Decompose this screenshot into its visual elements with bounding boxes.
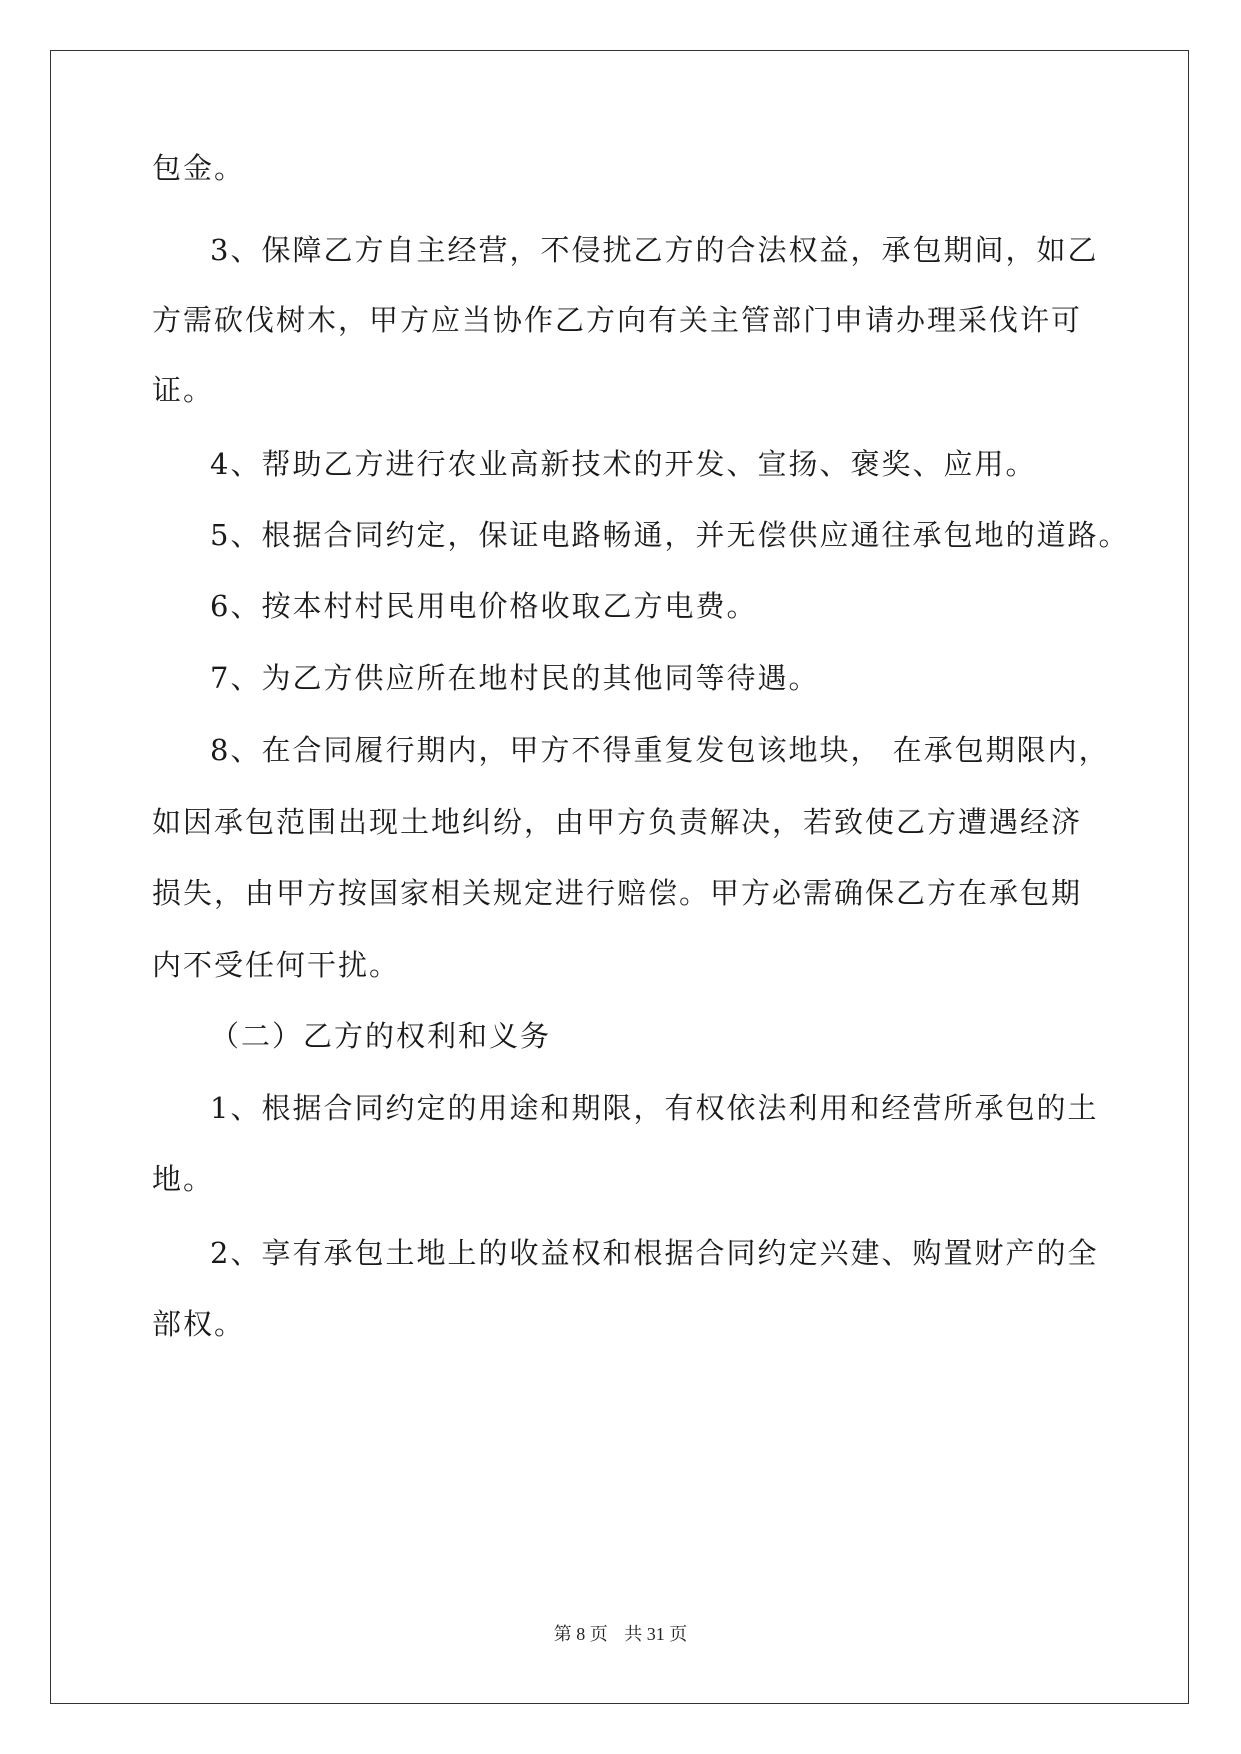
text-line: 6、按本村村民用电价格收取乙方电费。 [210, 589, 758, 623]
text-line: 7、为乙方供应所在地村民的其他同等待遇。 [210, 661, 820, 695]
text-line: 地。 [152, 1162, 215, 1196]
text-line: 内不受任何干扰。 [152, 948, 401, 982]
text-line: 5、根据合同约定，保证电路畅通，并无偿供应通往承包地的道路。 [210, 518, 1130, 552]
page-number: 第 8 页 [553, 1624, 608, 1644]
text-line: 2、享有承包土地上的收益权和根据合同约定兴建、购置财产的全 [210, 1236, 1099, 1270]
text-line: 部权。 [152, 1307, 246, 1341]
text-line: 8、在合同履行期内，甲方不得重复发包该地块， 在承包期限内， [210, 733, 1110, 767]
text-line: 包金。 [152, 151, 246, 185]
section-heading: （二）乙方的权利和义务 [210, 1019, 552, 1053]
page-footer [0, 1620, 1241, 1646]
text-line: 损失，由甲方按国家相关规定进行赔偿。甲方必需确保乙方在承包期 [152, 876, 1083, 910]
text-line: 3、保障乙方自主经营，不侵扰乙方的合法权益，承包期间，如乙 [210, 233, 1099, 267]
text-line: 证。 [152, 373, 215, 407]
text-line: 方需砍伐树木，甲方应当协作乙方向有关主管部门申请办理采伐许可 [152, 303, 1083, 337]
text-line: 如因承包范围出现土地纠纷，由甲方负责解决，若致使乙方遭遇经济 [152, 805, 1083, 839]
text-line: 1、根据合同约定的用途和期限，有权依法利用和经营所承包的土 [210, 1091, 1099, 1125]
page-total: 共 31 页 [624, 1624, 688, 1644]
text-line: 4、帮助乙方进行农业高新技术的开发、宣扬、褒奖、应用。 [210, 447, 1037, 481]
